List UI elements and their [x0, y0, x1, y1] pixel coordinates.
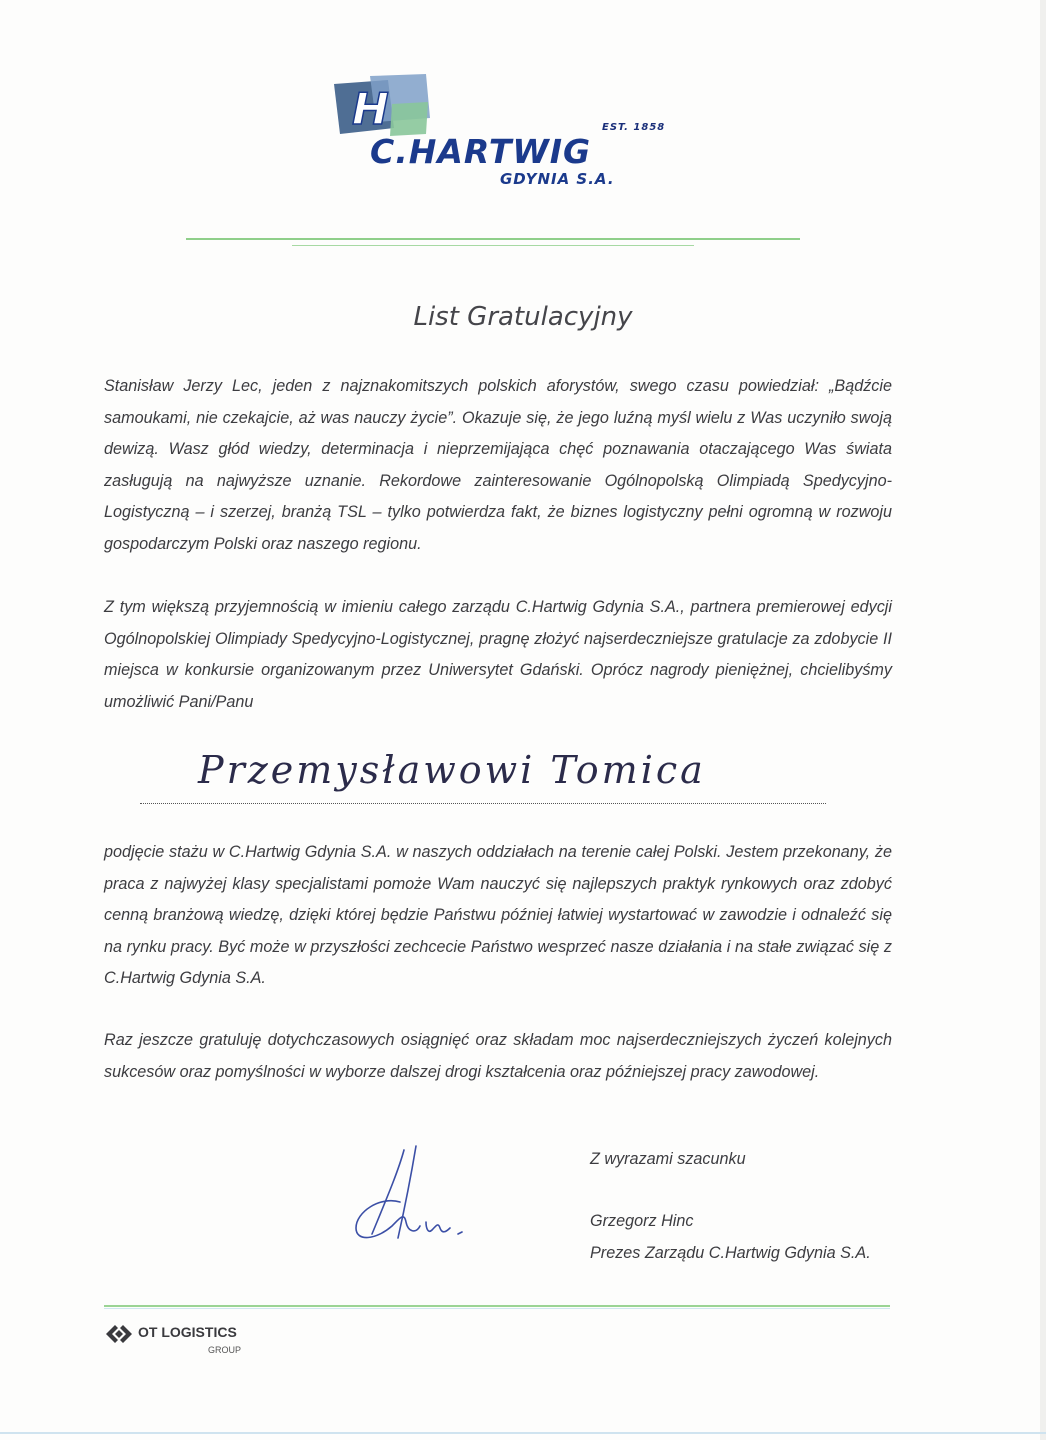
letter-title: List Gratulacyjny [413, 302, 633, 332]
footer-divider [104, 1305, 890, 1307]
paragraph-4: Raz jeszcze gratuluję dotychczasowych osiągnięć oraz składam moc najserdeczniejszych życzeń kolejnych sukcesów oraz pomyślności w wyborze dalszej drogi kształcenia oraz późniejszej pracy zawodowej. [104, 1031, 892, 1081]
header-divider [186, 238, 800, 240]
handwritten-signature [342, 1142, 472, 1252]
recipient-handwritten-name: Przemysławowi Tomica [198, 748, 706, 792]
logo-subtitle: GDYNIA S.A. [500, 170, 615, 188]
recipient-dotted-line [140, 803, 826, 804]
paragraph-2: Z tym większą przyjemnością w imieniu całego zarządu C.Hartwig Gdynia S.A., partnera premierowej edycji Ogólnopolskiej Olimpiady Spedycyjno-Logistycznej, pragnę złożyć najserdeczniejsze gratulacje za zdobycie II miejsca w konkursie organizowanym przez Uniwersytet Gdański. Oprócz nagrody pieniężnej, chcielibyśmy umożliwić Pani/Panu [104, 598, 892, 711]
svg-text:H: H [352, 84, 389, 135]
paragraph-3: podjęcie stażu w C.Hartwig Gdynia S.A. w naszych oddziałach na terenie całej Polski. Jestem przekonany, że praca z najwyżej klasy specjalistami pomoże Wam nauczyć się najlepszych praktyk rynkowych oraz zdobyć cenną branżową wiedzę, dzięki której będzie Państwu później łatwiej wystartować w zawodzie i odnaleźć się na rynku pracy. Być może w przyszłości zechcecie Państwo wesprzeć nasze działania i na stałe związać się z C.Hartwig Gdynia S.A. [104, 843, 892, 987]
signer-name: Grzegorz Hinc [590, 1212, 694, 1230]
logo-company-name: C.HARTWIG [370, 132, 592, 171]
scan-edge-bottom [0, 1432, 1046, 1434]
ot-logistics-logo [104, 1323, 254, 1363]
closing-salutation: Z wyrazami szacunku [590, 1150, 746, 1168]
logo-est: EST. 1858 [602, 122, 666, 133]
company-logo [330, 74, 670, 189]
header-divider-secondary [292, 245, 694, 246]
ot-logistics-group: GROUP [208, 1345, 242, 1355]
footer-divider-secondary [104, 1308, 890, 1309]
paragraph-1: Stanisław Jerzy Lec, jeden z najznakomitszych polskich aforystów, swego czasu powiedział: „Bądźcie samoukami, nie czekajcie, aż was nauczy życie”. Okazuje się, że jego luźną myśl wielu z Was uczyniło swoją dewizą. Wasz głód wiedzy, determinacja i nieprzemijająca chęć poznawania otaczającego Was świata zasługują na najwyższe uznanie. Rekordowe zainteresowanie Ogólnopolską Olimpiadą Spedycyjno-Logistyczną – i szerzej, branżą TSL – tylko potwierdza fakt, że biznes logistyczny pełni ogromną w rozwoju gospodarczym Polski oraz naszego regionu. [104, 377, 892, 553]
ot-logistics-icon [104, 1323, 134, 1345]
scan-edge-right [1040, 0, 1046, 1440]
signer-title: Prezes Zarządu C.Hartwig Gdynia S.A. [590, 1244, 871, 1262]
ot-logistics-name: OT LOGISTICS [138, 1324, 237, 1340]
